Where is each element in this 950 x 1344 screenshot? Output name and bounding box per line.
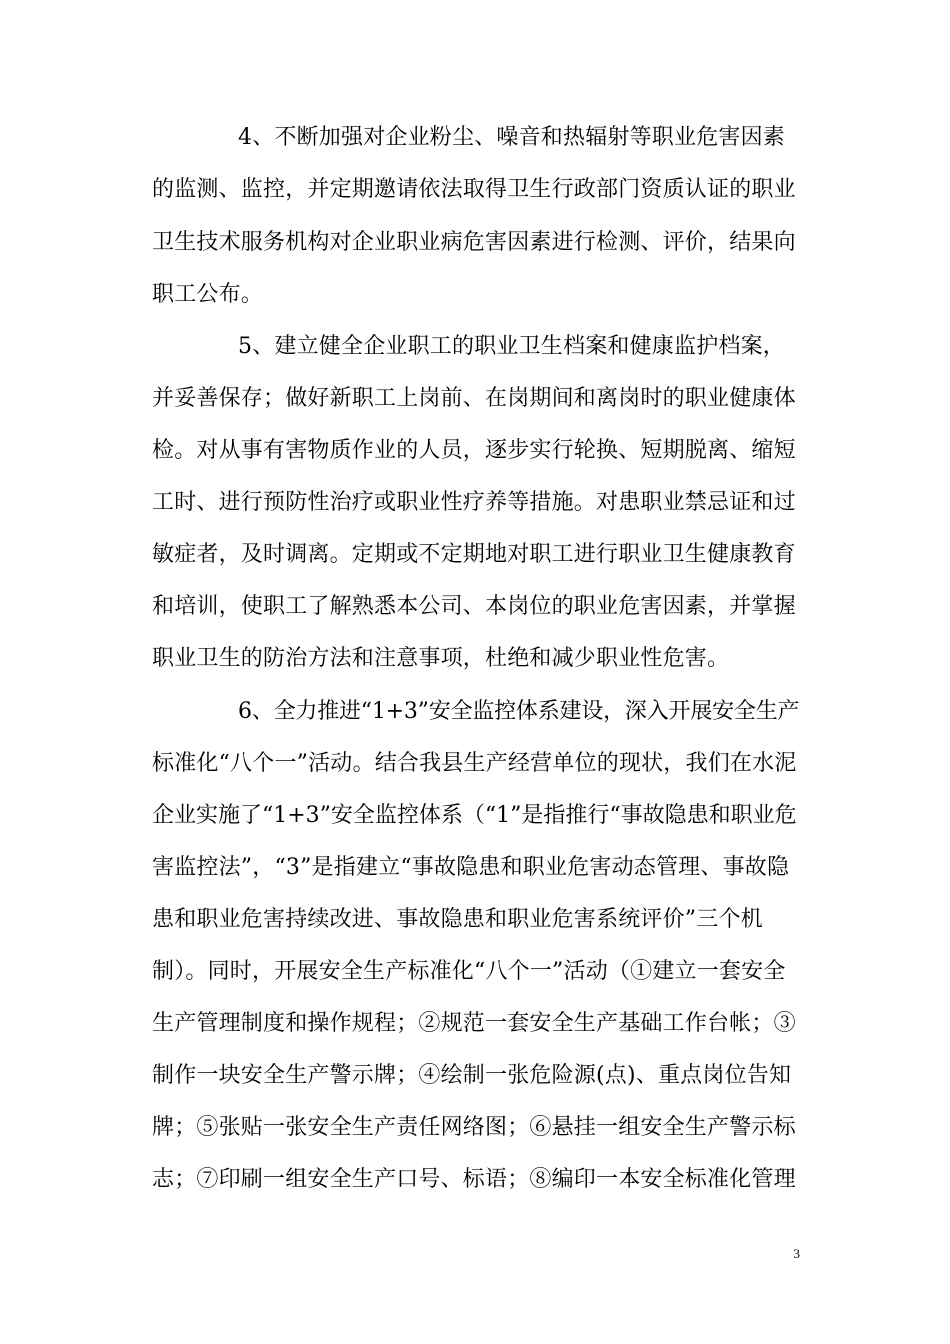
paragraph-4-line-2: 的监测、监控，并定期邀请依法取得卫生行政部门资质认证的职业	[152, 177, 796, 202]
paragraph-6-line-10: 志；⑦印刷一组安全生产口号、标语；⑧编印一本安全标准化管理	[152, 1167, 796, 1192]
paragraph-4-line-1: 4、不断加强对企业粉尘、噪音和热辐射等职业危害因素	[238, 125, 785, 150]
paragraph-6-line-4: 害监控法”，“3”是指建立“事故隐患和职业危害动态管理、事故隐	[152, 855, 790, 880]
paragraph-5-line-4: 工时、进行预防性治疗或职业性疗养等措施。对患职业禁忌证和过	[152, 490, 796, 515]
paragraph-5-line-5: 敏症者，及时调离。定期或不定期地对职工进行职业卫生健康教育	[152, 542, 796, 567]
paragraph-4-line-3: 卫生技术服务机构对企业职业病危害因素进行检测、评价，结果向	[152, 230, 796, 255]
paragraph-5-line-2: 并妥善保存；做好新职工上岗前、在岗期间和离岗时的职业健康体	[152, 386, 796, 411]
paragraph-4-line-4: 职工公布。	[152, 282, 264, 307]
paragraph-6-line-1: 6、全力推进“1+3”安全监控体系建设，深入开展安全生产	[238, 699, 800, 724]
paragraph-6-line-2: 标准化“八个一”活动。结合我县生产经营单位的现状，我们在水泥	[152, 751, 797, 776]
paragraph-5-line-3: 检。对从事有害物质作业的人员，逐步实行轮换、短期脱离、缩短	[152, 438, 796, 463]
paragraph-6-line-5: 患和职业危害持续改进、事故隐患和职业危害系统评价”三个机	[152, 907, 763, 932]
paragraph-5-line-6: 和培训，使职工了解熟悉本公司、本岗位的职业危害因素，并掌握	[152, 594, 796, 619]
paragraph-6-line-7: 生产管理制度和操作规程；②规范一套安全生产基础工作台帐；③	[152, 1011, 796, 1036]
paragraph-6-line-8: 制作一块安全生产警示牌；④绘制一张危险源(点)、重点岗位告知	[152, 1063, 792, 1088]
paragraph-5-line-1: 5、建立健全企业职工的职业卫生档案和健康监护档案，	[238, 334, 785, 359]
paragraph-6-line-3: 企业实施了“1+3”安全监控体系（“1”是指推行“事故隐患和职业危	[152, 803, 797, 828]
page-number: 3	[793, 1246, 800, 1261]
paragraph-5-line-7: 职业卫生的防治方法和注意事项，杜绝和减少职业性危害。	[152, 646, 730, 671]
paragraph-6-line-6: 制）。同时，开展安全生产标准化“八个一”活动（①建立一套安全	[152, 959, 786, 984]
paragraph-6-line-9: 牌；⑤张贴一张安全生产责任网络图；⑥悬挂一组安全生产警示标	[152, 1115, 796, 1140]
